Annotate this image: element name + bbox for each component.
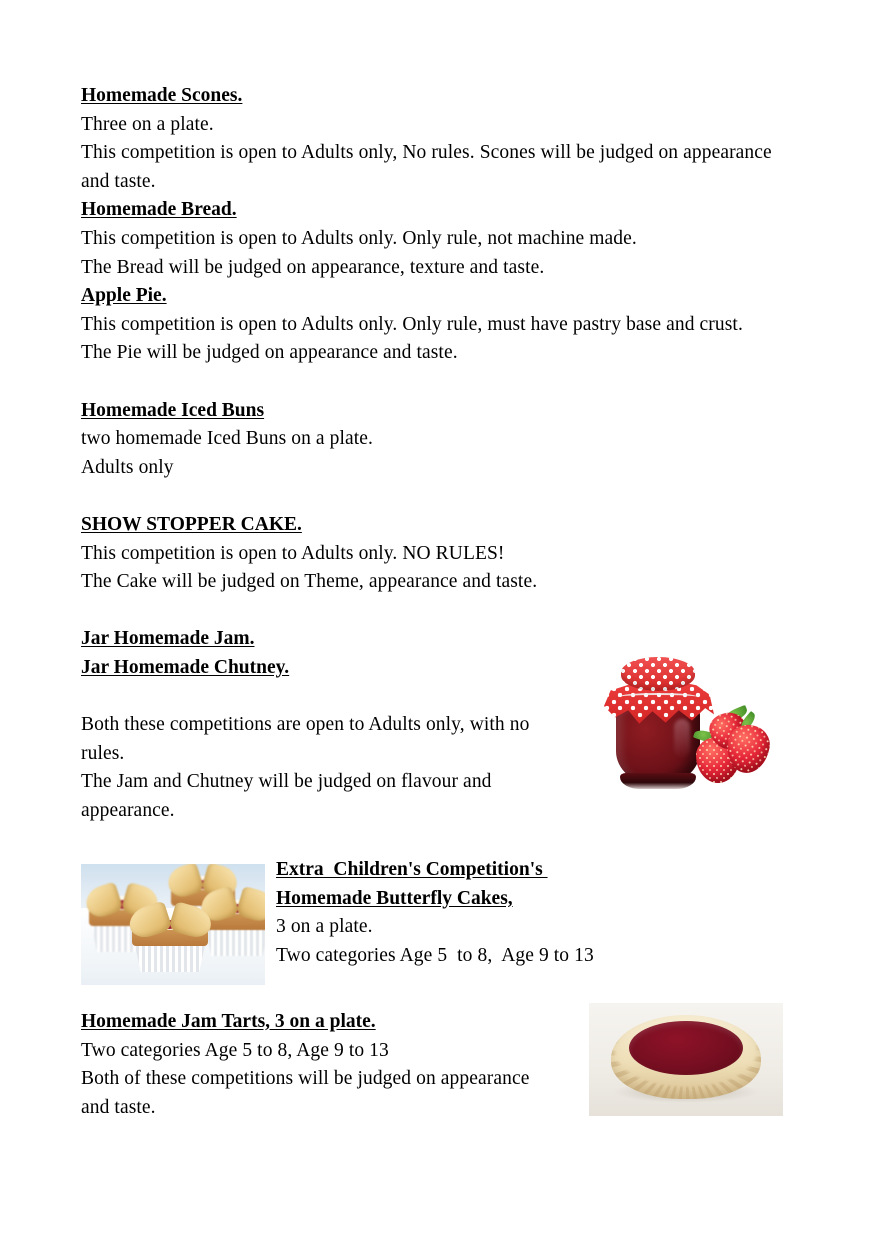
show-stopper-line-1: This competition is open to Adults only. NO RULES! [81,542,505,564]
butterfly-cakes-line-1: 3 on a plate. [276,916,373,938]
heading-text: Apple Pie. [81,285,167,307]
jam-tarts-block [81,1008,571,1122]
heading-text: Homemade Bread. [81,199,237,221]
iced-buns-line-2: Adults only [81,456,174,478]
heading-text: Homemade Scones. [81,85,243,106]
section-heading-bread [81,196,797,225]
jam-tart-photo [589,1003,783,1116]
jam-chutney-line-1: Both these competitions are open to Adults only, with no rules. [81,714,535,764]
heading-text: SHOW STOPPER CAKE. [81,513,302,535]
jam-jar-lid-top [621,657,695,691]
spacer [81,597,797,626]
section-heading-jar-jam [81,625,797,654]
jam-jar-string-tie [618,693,698,701]
bread-line-2: The Bread will be judged on appearance, texture and taste. [81,256,545,278]
scones-line-1: Three on a plate. [81,113,214,135]
heading-text: Homemade Jam Tarts, 3 on a plate. [81,1011,376,1032]
tart-jam-filling [629,1021,743,1075]
jam-tarts-line-2: Both of these competitions will be judged on appearance and taste. [81,1068,535,1118]
jam-jar-photo [598,653,784,793]
spacer [81,482,797,511]
spacer [81,368,797,397]
childrens-heading-line-1 [276,856,796,885]
butterfly-cake [127,910,213,985]
butterfly-cakes-line-2: Two categories Age 5 to 8, Age 9 to 13 [276,944,594,966]
butterfly-cakes-photo [81,864,265,985]
section-heading-apple-pie [81,282,797,311]
heading-text: Homemade Butterfly Cakes, [276,887,513,909]
heading-text: Jar Homemade Chutney. [81,656,290,678]
childrens-heading-line-2 [276,885,796,914]
apple-pie-line-2: The Pie will be judged on appearance and taste. [81,342,458,364]
childrens-competition-block [276,856,796,970]
heading-text: Homemade Iced Buns [81,399,265,421]
jam-tarts-line-1: Two categories Age 5 to 8, Age 9 to 13 [81,1039,389,1061]
iced-buns-line-1: two homemade Iced Buns on a plate. [81,428,374,450]
show-stopper-line-2: The Cake will be judged on Theme, appearance and taste. [81,571,538,593]
scones-line-2: This competition is open to Adults only, No rules. Scones will be judged on appearance and taste. [81,142,777,192]
section-heading-iced-buns [81,397,797,426]
apple-pie-line-1: This competition is open to Adults only. Only rule, must have pastry base and crust. [81,313,743,335]
heading-text: Extra Children's Competition's [276,859,548,880]
section-heading-jam-tarts [81,1008,571,1037]
section-heading-scones [81,82,797,111]
heading-text: Jar Homemade Jam. [81,628,255,650]
bread-line-1: This competition is open to Adults only. Only rule, not machine made. [81,227,637,249]
jam-chutney-line-2: The Jam and Chutney will be judged on flavour and appearance. [81,771,497,821]
jam-jar-base [620,773,696,789]
jam-jar-glass-highlight [674,719,690,757]
section-heading-show-stopper-cake [81,511,797,540]
